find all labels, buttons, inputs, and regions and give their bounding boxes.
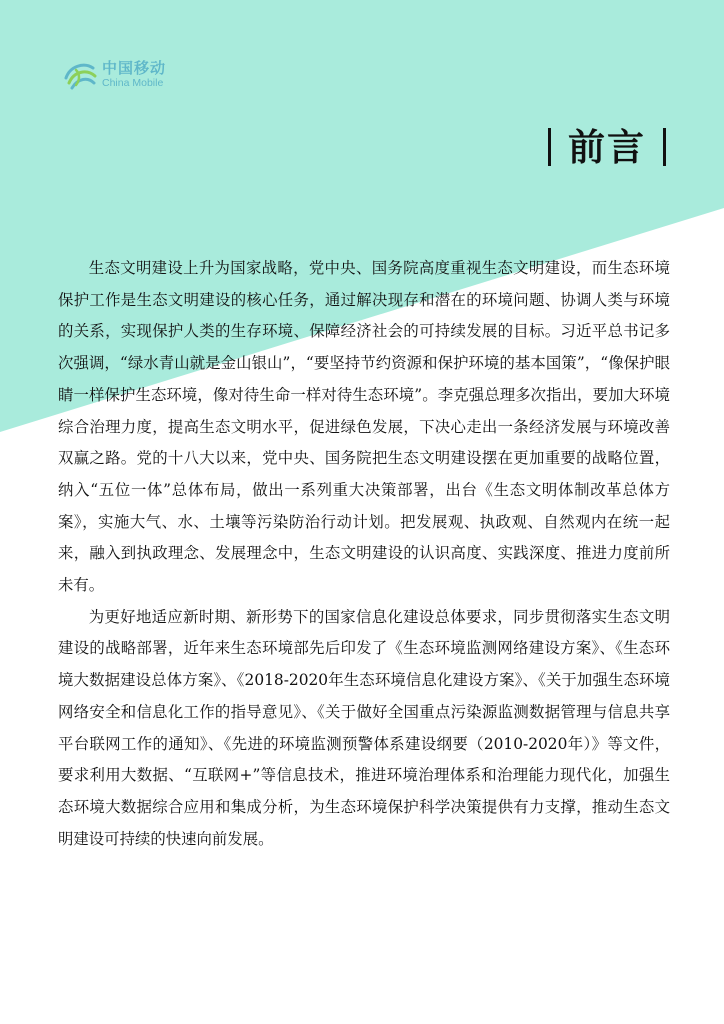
logo-name-cn: 中国移动 [102,59,167,78]
china-mobile-logo [62,58,166,92]
title-right-bar [663,128,666,166]
paragraph-1: 生态文明建设上升为国家战略，党中央、国务院高度重视生态文明建设，而生态环境保护工作是生态文明建设的核心任务，通过解决现存和潜在的环境问题、协调人类与环境的关系，实现保护人类的生存环境、保障经济社会的可持续发展的目标。习近平总书记多次强调，“绿水青山就是金山银山”，“要坚持节约资源和保护环境的基本国策”，“像保护眼睛一样保护生态环境，像对待生命一样对待生态环境”。李克强总理多次指出，要加大环境综合治理力度，提高生态文明水平，促进绿色发展，下决心走出一条经济发展与环境改善双赢之路。党的十八大以来，党中央、国务院把生态文明建设摆在更加重要的战略位置，纳入“五位一体”总体布局，做出一系列重大决策部署，出台《生态文明体制改革总体方案》，实施大气、水、土壤等污染防治行动计划。把发展观、执政观、自然观内在统一起来，融入到执政理念、发展理念中，生态文明建设的认识高度、实践深度、推进力度前所未有。 [58,259,670,595]
page-title-block [548,125,666,169]
logo-name-en: China Mobile [102,77,164,90]
title-left-bar [548,128,551,166]
paragraph-2: 为更好地适应新时期、新形势下的国家信息化建设总体要求，同步贯彻落实生态文明建设的战略部署，近年来生态环境部先后印发了《生态环境监测网络建设方案》、《生态环境大数据建设总体方案》、《2018-2020年生态环境信息化建设方案》、《关于加强生态环境网络安全和信息化工作的指导意见》、《关于做好全国重点污染源监测数据管理与信息共享平台联网工作的通知》、《先进的环境监测预警体系建设纲要（2010-2020年）》等文件，要求利用大数据、“互联网+”等信息技术，推进环境治理体系和治理能力现代化，加强生态环境大数据综合应用和集成分析，为生态环境保护科学决策提供有力支撑，推动生态文明建设可持续的快速向前发展。 [58,607,670,848]
china-mobile-logo-icon [62,58,98,92]
body-text [58,253,670,855]
logo-text [102,61,166,89]
page-title: 前言 [568,125,646,169]
